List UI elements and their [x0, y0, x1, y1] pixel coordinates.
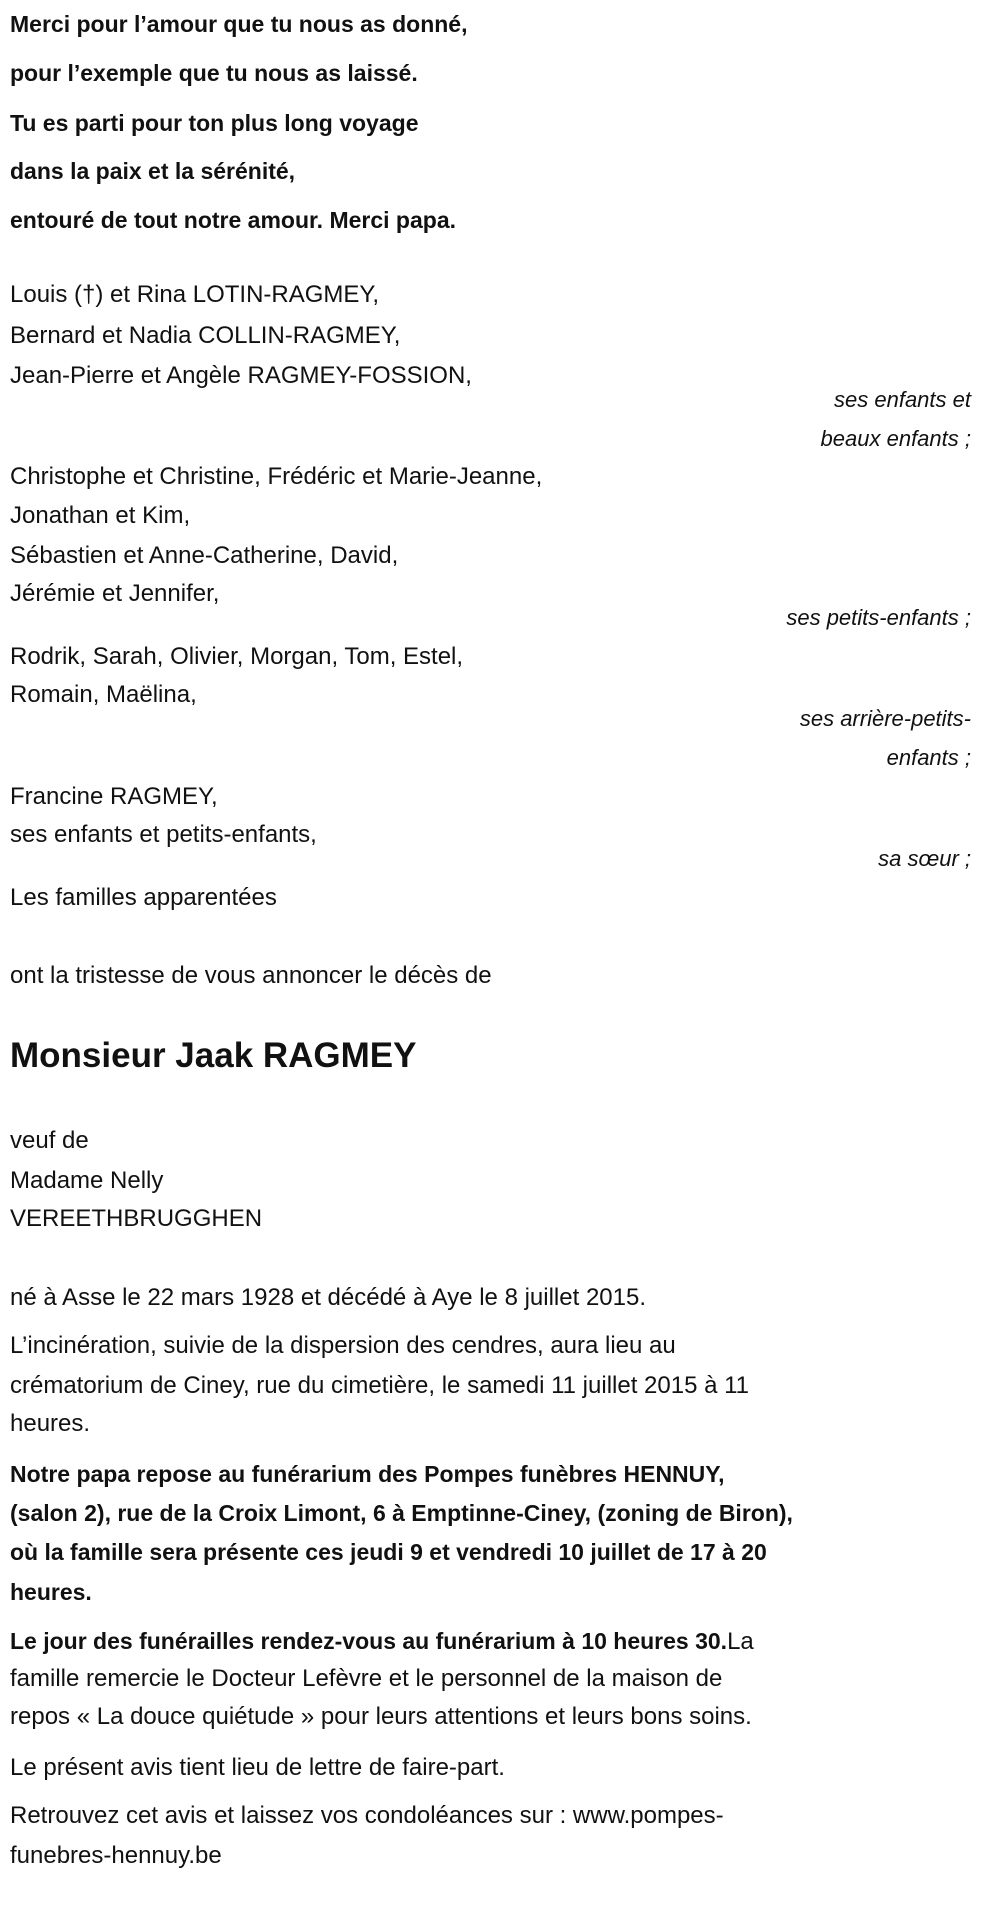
family-line: Christophe et Christine, Frédéric et Marie-Jeanne, — [10, 463, 543, 490]
cremation-line: L’incinération, suivie de la dispersion des cendres, aura lieu au — [10, 1332, 676, 1359]
announcement-line: ont la tristesse de vous annoncer le décès de — [10, 962, 492, 989]
viewing-line: (salon 2), rue de la Croix Limont, 6 à Emptinne-Ciney, (zoning de Biron), — [10, 1500, 793, 1526]
widower-line: veuf de — [10, 1127, 89, 1154]
funeral-day-line — [10, 1621, 754, 1661]
funeral-day-rest: La — [727, 1628, 754, 1655]
poem-line: dans la paix et la sérénité, — [10, 158, 296, 184]
family-line: Rodrik, Sarah, Olivier, Morgan, Tom, Estel, — [10, 643, 464, 670]
viewing-line: où la famille sera présente ces jeudi 9 et vendredi 10 juillet de 17 à 20 — [10, 1539, 767, 1565]
website-line: Retrouvez cet avis et laissez vos condoléances sur : www.pompes- — [10, 1802, 724, 1829]
widower-line: Madame Nelly — [10, 1167, 164, 1194]
viewing-line: heures. — [10, 1579, 92, 1605]
relation-label: ses enfants et — [834, 387, 971, 412]
deceased-name: Monsieur Jaak RAGMEY — [10, 1036, 417, 1075]
relation-label: ses arrière-petits- — [799, 706, 971, 731]
family-line: Louis (†) et Rina LOTIN-RAGMEY, — [10, 281, 380, 308]
relation-label: enfants ; — [886, 745, 971, 770]
relation-label: ses petits-enfants ; — [786, 605, 971, 630]
poem-line: Merci pour l’amour que tu nous as donné, — [10, 11, 468, 37]
family-line: Romain, Maëlina, — [10, 681, 197, 708]
funeral-day-bold: Le jour des funérailles rendez-vous au funérarium à 10 heures 30. — [10, 1628, 728, 1654]
widower-line: VEREETHBRUGGHEN — [10, 1205, 263, 1232]
relation-label: sa sœur ; — [878, 846, 971, 871]
cremation-line: heures. — [10, 1410, 91, 1437]
poem-line: pour l’exemple que tu nous as laissé. — [10, 60, 418, 86]
family-line: Jean-Pierre et Angèle RAGMEY-FOSSION, — [10, 362, 472, 389]
relation-label: beaux enfants ; — [820, 426, 971, 451]
family-line: Bernard et Nadia COLLIN-RAGMEY, — [10, 322, 401, 349]
family-line: Francine RAGMEY, — [10, 783, 218, 810]
family-line: Jérémie et Jennifer, — [10, 580, 220, 607]
viewing-line: Notre papa repose au funérarium des Pompes funèbres HENNUY, — [10, 1461, 725, 1487]
family-line: Sébastien et Anne-Catherine, David, — [10, 542, 399, 569]
thanks-line: famille remercie le Docteur Lefèvre et le personnel de la maison de — [10, 1665, 723, 1692]
birth-death-line: né à Asse le 22 mars 1928 et décédé à Aye le 8 juillet 2015. — [10, 1284, 646, 1311]
poem-line: Tu es parti pour ton plus long voyage — [10, 110, 419, 136]
thanks-line: repos « La douce quiétude » pour leurs attentions et leurs bons soins. — [10, 1703, 752, 1730]
cremation-line: crématorium de Ciney, rue du cimetière, le samedi 11 juillet 2015 à 11 — [10, 1372, 750, 1399]
poem-line: entouré de tout notre amour. Merci papa. — [10, 207, 457, 233]
notice-line: Le présent avis tient lieu de lettre de faire-part. — [10, 1754, 505, 1781]
family-line: ses enfants et petits-enfants, — [10, 821, 317, 848]
relatives-line: Les familles apparentées — [10, 884, 277, 911]
website-line: funebres-hennuy.be — [10, 1842, 222, 1869]
family-line: Jonathan et Kim, — [10, 502, 191, 529]
